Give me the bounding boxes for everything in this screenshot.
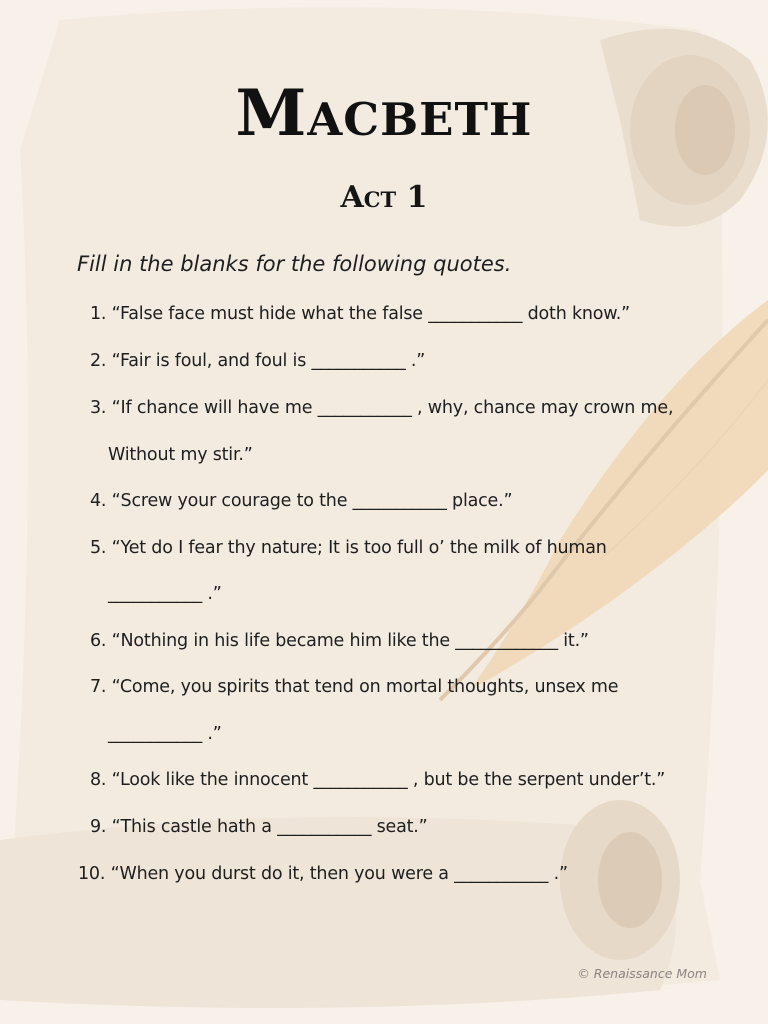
page-subtitle: Act 1: [340, 180, 428, 215]
quote-item: [90, 538, 607, 558]
quote-item: [90, 351, 425, 371]
quote-text: “Look like the innocent ___________ , but be the serpent under’t.”: [111, 770, 666, 790]
quote-text: “This castle hath a ___________ seat.”: [111, 817, 428, 837]
quote-text: “Yet do I fear thy nature; It is too full o’ the milk of human: [111, 538, 607, 558]
quote-text: “When you durst do it, then you were a ___________ .”: [110, 864, 568, 884]
page-title: Macbeth: [235, 76, 533, 151]
quote-number: 2.: [90, 351, 107, 371]
quote-number: 4.: [90, 491, 107, 511]
quote-continuation: ___________ .”: [108, 724, 222, 744]
quote-item: [90, 631, 589, 651]
quote-continuation: ___________ .”: [108, 584, 222, 604]
copyright-footer: © Renaissance Mom: [577, 966, 707, 981]
quote-number: 1.: [90, 304, 107, 324]
quote-item: [90, 398, 673, 418]
quote-number: 5.: [90, 538, 107, 558]
quote-item: [90, 304, 630, 324]
instructions-text: Fill in the blanks for the following quotes.: [77, 252, 512, 276]
quote-text: “Come, you spirits that tend on mortal thoughts, unsex me: [111, 677, 619, 697]
quote-item: [90, 770, 665, 790]
quote-number: 7.: [90, 677, 107, 697]
quote-text: “Nothing in his life became him like the ____________ it.”: [111, 631, 589, 651]
quote-item: [90, 491, 512, 511]
quote-text: “Screw your courage to the ___________ place.”: [111, 491, 513, 511]
quote-item: [78, 864, 568, 884]
quote-number: 3.: [90, 398, 107, 418]
quote-number: 9.: [90, 817, 107, 837]
quote-item: [90, 677, 618, 697]
quote-number: 6.: [90, 631, 107, 651]
quote-number: 10.: [78, 864, 106, 884]
quote-text: “If chance will have me ___________ , why, chance may crown me,: [111, 398, 674, 418]
quote-continuation: Without my stir.”: [108, 445, 253, 465]
quote-text: “Fair is foul, and foul is ___________ .”: [111, 351, 426, 371]
quote-text: “False face must hide what the false ___________ doth know.”: [111, 304, 631, 324]
quote-number: 8.: [90, 770, 107, 790]
quote-item: [90, 817, 428, 837]
